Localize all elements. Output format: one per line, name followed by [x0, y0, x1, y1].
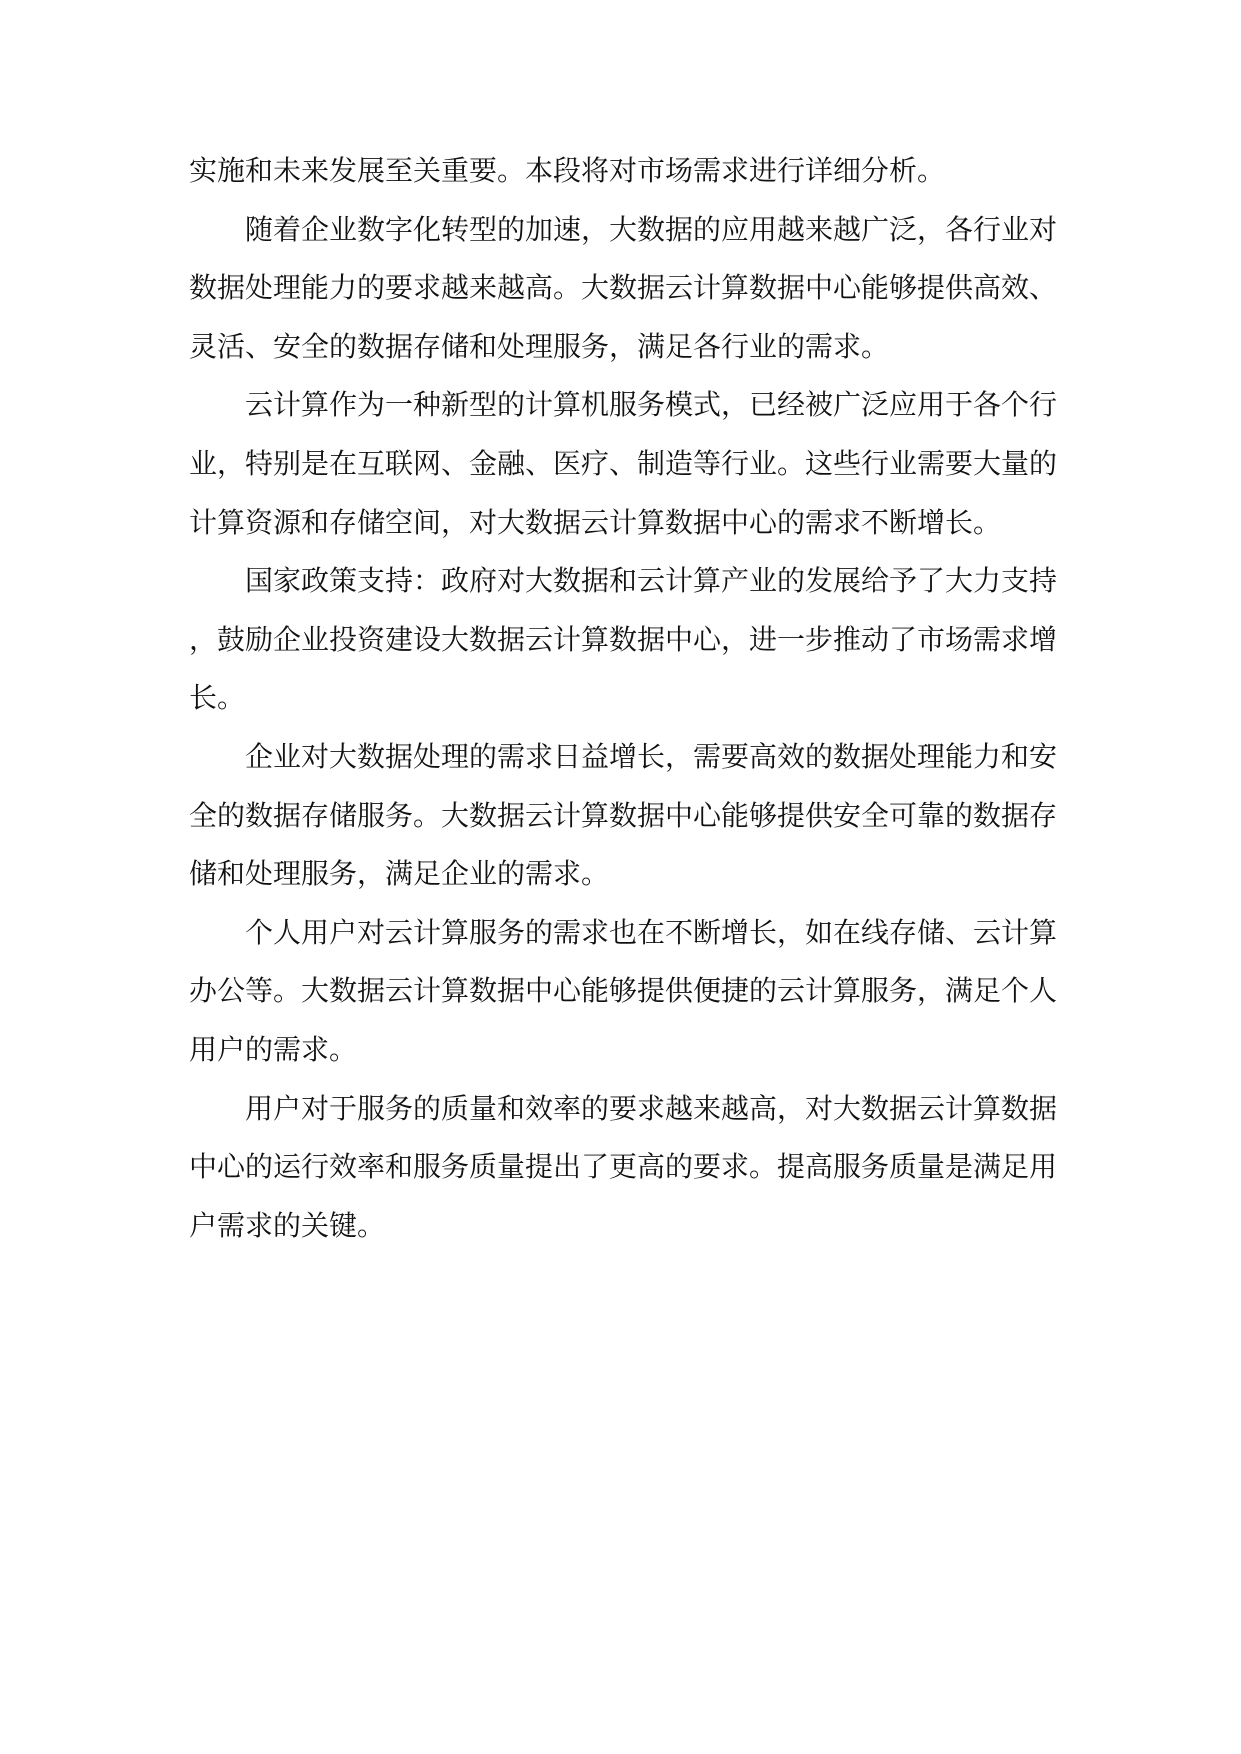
paragraph-2: 随着企业数字化转型的加速，大数据的应用越来越广泛，各行业对数据处理能力的要求越来越高。大数据云计算数据中心能够提供高效、灵活、安全的数据存储和处理服务，满足各行业的需求。 — [189, 212, 1058, 363]
paragraph-4: 国家政策支持：政府对大数据和云计算产业的发展给予了大力支持，鼓励企业投资建设大数据云计算数据中心，进一步推动了市场需求增长。 — [189, 564, 1058, 715]
paragraph-3: 云计算作为一种新型的计算机服务模式，已经被广泛应用于各个行业，特别是在互联网、金融、医疗、制造等行业。这些行业需要大量的计算资源和存储空间，对大数据云计算数据中心的需求不断增长。 — [189, 388, 1058, 539]
paragraph-1: 实施和未来发展至关重要。本段将对市场需求进行详细分析。 — [189, 154, 946, 187]
paragraph-6: 个人用户对云计算服务的需求也在不断增长，如在线存储、云计算办公等。大数据云计算数据中心能够提供便捷的云计算服务，满足个人用户的需求。 — [189, 915, 1058, 1066]
paragraph-5: 企业对大数据处理的需求日益增长，需要高效的数据处理能力和安全的数据存储服务。大数据云计算数据中心能够提供安全可靠的数据存储和处理服务，满足企业的需求。 — [189, 739, 1058, 891]
paragraph-7: 用户对于服务的质量和效率的要求越来越高，对大数据云计算数据中心的运行效率和服务质量提出了更高的要求。提高服务质量是满足用户需求的关键。 — [189, 1091, 1058, 1242]
document-body — [189, 142, 1057, 1255]
